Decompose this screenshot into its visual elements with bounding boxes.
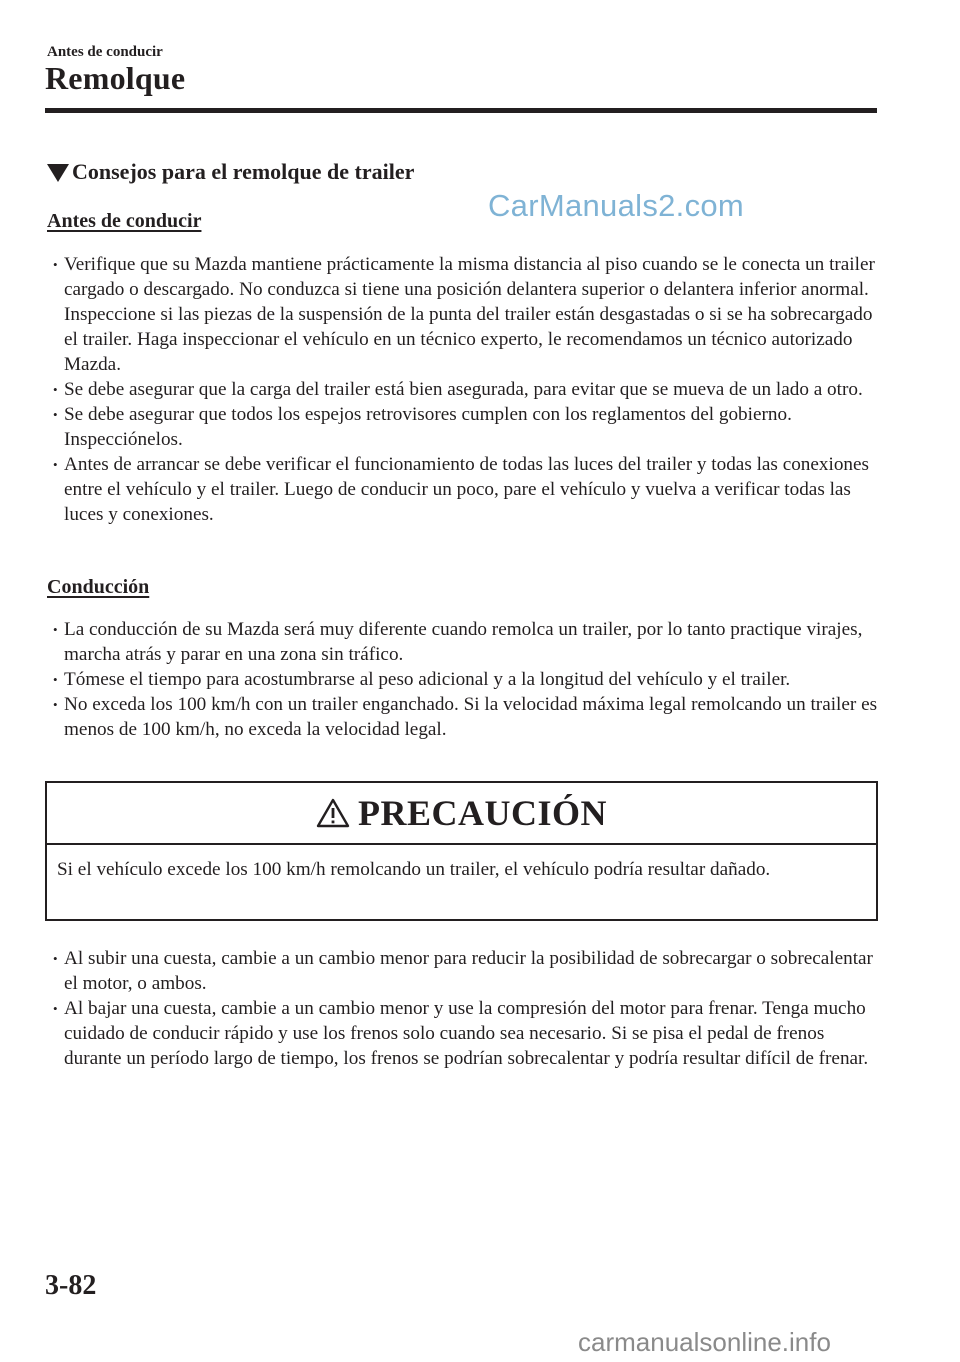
chapter-label: Antes de conducir bbox=[47, 44, 163, 60]
bullet-icon: • bbox=[53, 951, 58, 966]
bullet-icon: • bbox=[53, 457, 58, 472]
bullet-icon: • bbox=[53, 382, 58, 397]
footer-watermark: carmanualsonline.info bbox=[578, 1327, 831, 1357]
page-title: Remolque bbox=[45, 60, 186, 96]
driving-list bbox=[47, 617, 882, 742]
driving-heading: Conducción bbox=[47, 576, 150, 598]
bullet-icon: • bbox=[53, 697, 58, 712]
warning-triangle-icon bbox=[316, 798, 350, 828]
header-rule bbox=[45, 108, 877, 113]
bullet-icon: • bbox=[53, 672, 58, 687]
list-item: • La conducción de su Mazda será muy diferente cuando remolca un trailer, por lo tanto practique virajes, marcha atrás y parar en una zona sin tráfico. bbox=[53, 619, 863, 665]
list-item: • Antes de arrancar se debe verificar el funcionamiento de todas las luces del trailer y todas las conexiones entre el vehículo y el trailer. Luego de conducir un poco, pare el vehículo y vuelva a verificar todas las luces y conexiones. bbox=[53, 454, 870, 525]
before-driving-list bbox=[47, 252, 882, 527]
bullet-icon: • bbox=[53, 1001, 58, 1016]
list-item: • Tómese el tiempo para acostumbrarse al peso adicional y a la longitud del vehículo y el trailer. bbox=[53, 669, 791, 690]
list-item: • Verifique que su Mazda mantiene prácticamente la misma distancia al piso cuando se le conecta un trailer cargado o descargado. No conduzca si tiene una posición delantera superior o delantera inferior anormal. Inspeccione si las piezas de la suspensión de la punta del trailer están desgastadas o si se ha sobrecargado el trailer. Haga inspeccionar el vehículo en un técnico experto, le recomendamos un técnico autorizado Mazda. bbox=[53, 254, 875, 375]
page-number: 3-82 bbox=[45, 1270, 97, 1301]
caution-title: PRECAUCIÓN bbox=[357, 793, 607, 833]
list-item: • Se debe asegurar que todos los espejos retrovisores cumplen con los reglamentos del gobierno. Inspecciónelos. bbox=[53, 404, 792, 450]
triangle-down-icon bbox=[47, 164, 69, 182]
caution-box bbox=[45, 781, 878, 921]
caution-header bbox=[47, 783, 876, 845]
bullet-icon: • bbox=[53, 407, 58, 422]
bullet-icon: • bbox=[53, 257, 58, 272]
section-title-text: Consejos para el remolque de trailer bbox=[72, 159, 415, 184]
section-title bbox=[47, 159, 414, 185]
list-item: • No exceda los 100 km/h con un trailer enganchado. Si la velocidad máxima legal remolcando un trailer es menos de 100 km/h, no exceda la velocidad legal. bbox=[53, 694, 878, 740]
list-item: • Al bajar una cuesta, cambie a un cambio menor y use la compresión del motor para frenar. Tenga mucho cuidado de conducir rápido y use los frenos solo cuando sea necesario. Si se pisa el pedal de frenos durante un período largo de tiempo, los frenos se podrían sobrecalentar y podría resultar difícil de frenar. bbox=[53, 998, 869, 1069]
bullet-icon: • bbox=[53, 622, 58, 637]
watermark: CarManuals2.com bbox=[488, 188, 745, 223]
hills-list bbox=[47, 946, 882, 1071]
caution-text: Si el vehículo excede los 100 km/h remolcando un trailer, el vehículo podría resultar dañado. bbox=[57, 859, 771, 880]
list-item: • Se debe asegurar que la carga del trailer está bien asegurada, para evitar que se mueva de un lado a otro. bbox=[53, 379, 863, 400]
before-driving-heading: Antes de conducir bbox=[47, 210, 202, 232]
list-item: • Al subir una cuesta, cambie a un cambio menor para reducir la posibilidad de sobrecargar o sobrecalentar el motor, o ambos. bbox=[53, 948, 873, 994]
